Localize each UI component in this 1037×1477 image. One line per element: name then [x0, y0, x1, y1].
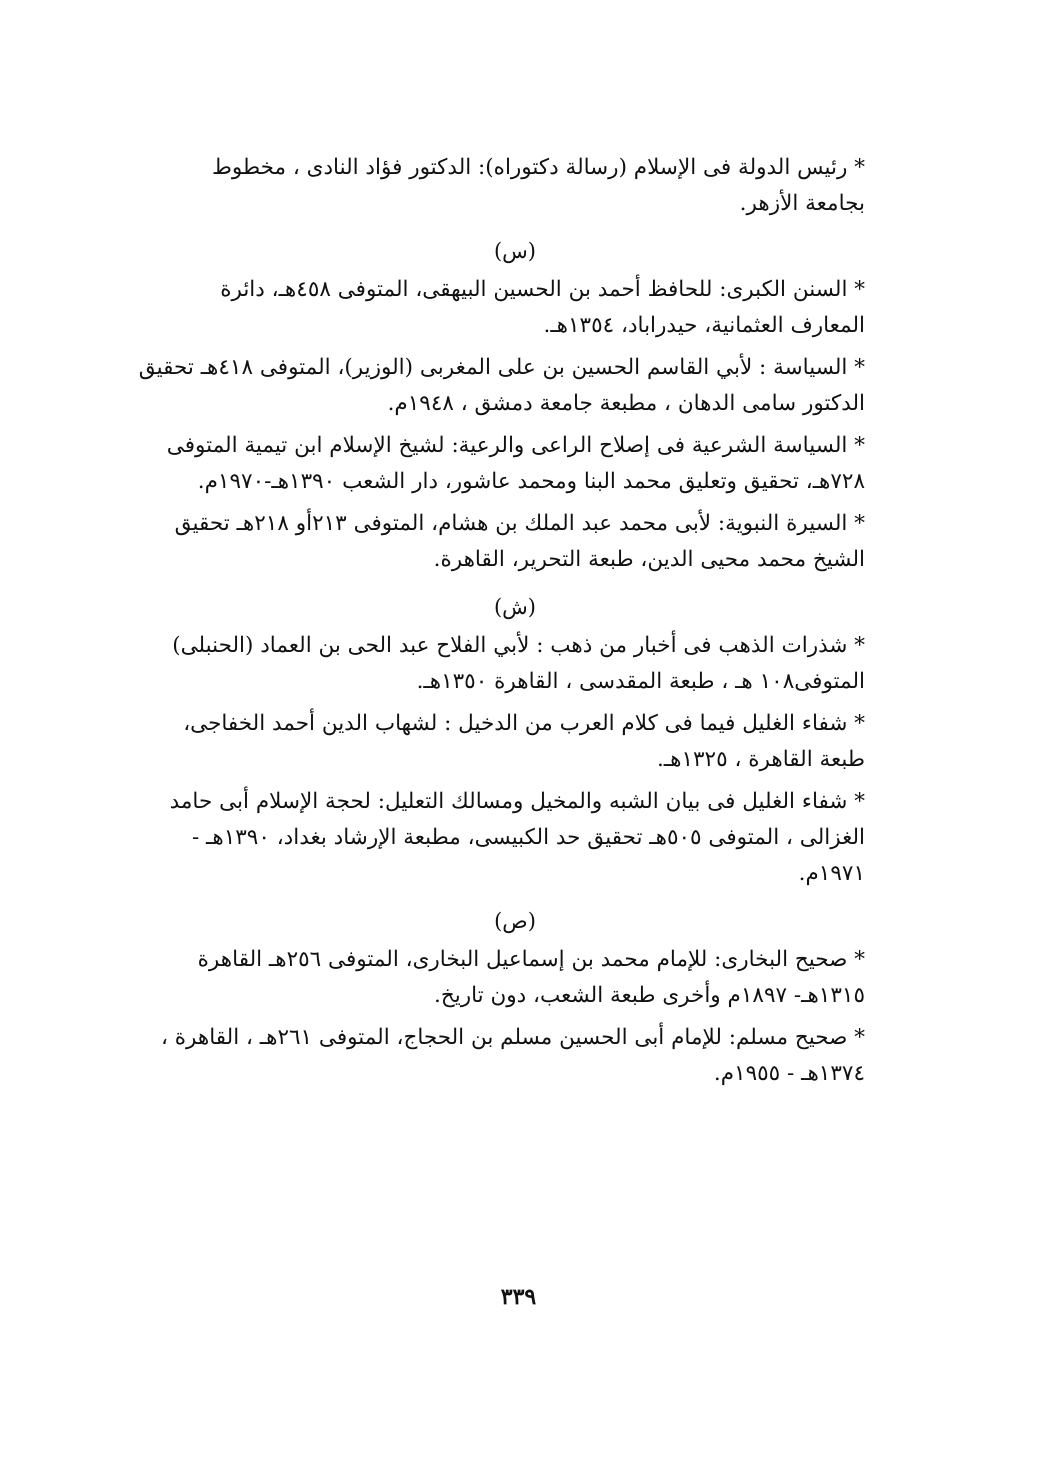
entry-line: الدكتور سامى الدهان ، مطبعة جامعة دمشق ، ١٩٤٨م. [387, 391, 865, 416]
bibliography-entry [138, 350, 865, 422]
entry-line: بجامعة الأزهر. [739, 191, 865, 216]
entry-line: ١٩٧١م. [798, 861, 865, 886]
section-heading-shin: (ش) [493, 595, 537, 619]
bibliography-entry [161, 1020, 865, 1092]
entry-line: * شفاء الغليل فيما فى كلام العرب من الدخيل : لشهاب الدين أحمد الخفاجى، [183, 711, 865, 736]
entry-line: * رئيس الدولة فى الإسلام (رسالة دكتوراه): الدكتور فؤاد النادى ، مخطوط [212, 155, 865, 180]
entry-line: ٧٢٨هـ، تحقيق وتعليق محمد البنا ومحمد عاشور، دار الشعب ١٣٩٠هـ-١٩٧٠م. [197, 469, 865, 494]
bibliography-entry [165, 706, 865, 778]
bibliography-entry [165, 942, 865, 1014]
entry-line: المتوفى١٠٨ هـ ، طبعة المقدسى ، القاهرة ١٣٥٠هـ. [416, 669, 865, 694]
entry-line: الغزالى ، المتوفى ٥٠٥هـ تحقيق حد الكبيسى، مطبعة الإرشاد بغداد، ١٣٩٠هـ - [191, 825, 865, 850]
entry-line: * صحيح مسلم: للإمام أبى الحسين مسلم بن الحجاج، المتوفى ٢٦١هـ ، القاهرة ، [161, 1025, 865, 1050]
bibliography-entry [165, 150, 865, 222]
entry-line: ١٣٧٤هـ - ١٩٥٥م. [713, 1061, 865, 1086]
entry-line: * السنن الكبرى: للحافظ أحمد بن الحسين البيهقى، المتوفى ٤٥٨هـ، دائرة [220, 277, 865, 302]
bibliography-entry [165, 272, 865, 344]
entry-line: * السيرة النبوية: لأبى محمد عبد الملك بن هشام، المتوفى ٢١٣أو ٢١٨هـ تحقيق [174, 511, 865, 536]
entry-line: طبعة القاهرة ، ١٣٢٥هـ. [656, 747, 865, 772]
entry-line: ١٣١٥هـ- ١٨٩٧م وأخرى طبعة الشعب، دون تاريخ. [434, 983, 865, 1008]
bibliography-entry [165, 506, 865, 578]
section-heading-sin: (س) [493, 239, 537, 263]
entry-line: * شفاء الغليل فى بيان الشبه والمخيل ومسالك التعليل: لحجة الإسلام أبى حامد [169, 789, 865, 814]
page-number: ٣٣٩ [500, 1284, 537, 1310]
entry-line: الشيخ محمد محيى الدين، طبعة التحرير، القاهرة. [433, 547, 865, 572]
entry-line: * شذرات الذهب فى أخبار من ذهب : لأبي الفلاح عبد الحى بن العماد (الحنبلى) [172, 633, 865, 658]
entry-line: * السياسة : لأبي القاسم الحسين بن على المغربى (الوزير)، المتوفى ٤١٨هـ تحقيق [138, 355, 865, 380]
section-heading-sad: (ص) [494, 909, 536, 933]
entry-line: المعارف العثمانية، حيدراباد، ١٣٥٤هـ. [543, 313, 865, 338]
bibliography-entry [165, 428, 865, 500]
bibliography-entry [165, 628, 865, 700]
bibliography-page [138, 150, 865, 1098]
bibliography-entry [165, 784, 865, 892]
entry-line: * صحيح البخارى: للإمام محمد بن إسماعيل البخارى، المتوفى ٢٥٦هـ القاهرة [197, 947, 865, 972]
entry-line: * السياسة الشرعية فى إصلاح الراعى والرعية: لشيخ الإسلام ابن تيمية المتوفى [166, 433, 865, 458]
